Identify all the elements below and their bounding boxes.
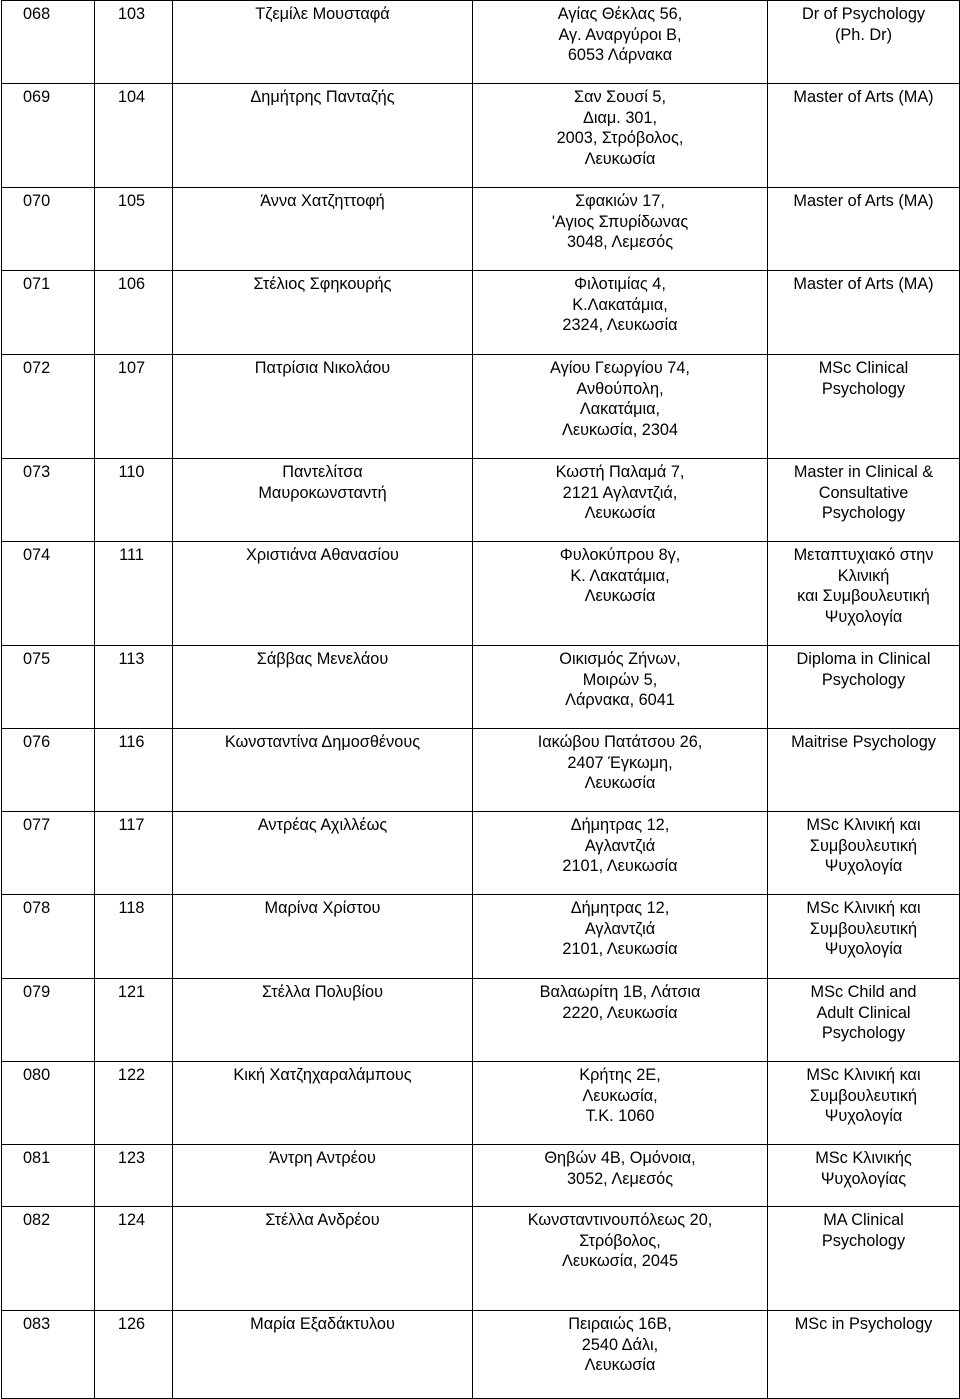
psychologist-name: Μαρία Εξαδάκτυλου (173, 1311, 473, 1399)
entry-number: 076 (2, 729, 95, 812)
address: Δήμητρας 12, Αγλαντζιά 2101, Λευκωσία (473, 812, 768, 895)
table-row (2, 1207, 960, 1311)
entry-number: 078 (2, 895, 95, 979)
entry-number: 072 (2, 355, 95, 459)
address: Δήμητρας 12, Αγλαντζιά 2101, Λευκωσία (473, 895, 768, 979)
registration-number: 106 (95, 271, 173, 355)
entry-number: 075 (2, 646, 95, 729)
table-row (2, 1311, 960, 1399)
registry-table (1, 0, 960, 1399)
entry-number: 081 (2, 1145, 95, 1207)
qualification: MSc Child and Adult Clinical Psychology (768, 979, 960, 1062)
table-row (2, 188, 960, 271)
qualification: MSc Κλινικής Ψυχολογίας (768, 1145, 960, 1207)
address: Βαλαωρίτη 1Β, Λάτσια 2220, Λευκωσία (473, 979, 768, 1062)
entry-number: 077 (2, 812, 95, 895)
registration-number: 124 (95, 1207, 173, 1311)
registration-number: 121 (95, 979, 173, 1062)
qualification: Master of Arts (MA) (768, 84, 960, 188)
registration-number: 105 (95, 188, 173, 271)
entry-number: 080 (2, 1062, 95, 1145)
psychologist-name: Δημήτρης Πανταζής (173, 84, 473, 188)
table-row (2, 1145, 960, 1207)
entry-number: 071 (2, 271, 95, 355)
address: Φυλοκύπρου 8γ, Κ. Λακατάμια, Λευκωσία (473, 542, 768, 646)
address: Οικισμός Ζήνων, Μοιρών 5, Λάρνακα, 6041 (473, 646, 768, 729)
registration-number: 116 (95, 729, 173, 812)
qualification: Μεταπτυχιακό στην Κλινική και Συμβουλευτική Ψυχολογία (768, 542, 960, 646)
table-row (2, 84, 960, 188)
registration-number: 103 (95, 1, 173, 84)
entry-number: 070 (2, 188, 95, 271)
registration-number: 123 (95, 1145, 173, 1207)
table-row (2, 355, 960, 459)
registration-number: 118 (95, 895, 173, 979)
psychologist-name: Τζεμίλε Μουσταφά (173, 1, 473, 84)
registration-number: 107 (95, 355, 173, 459)
qualification: Master of Arts (MA) (768, 271, 960, 355)
psychologist-name: Στέλιος Σφηκουρής (173, 271, 473, 355)
qualification: MSc in Psychology (768, 1311, 960, 1399)
qualification: Master of Arts (MA) (768, 188, 960, 271)
qualification: MA Clinical Psychology (768, 1207, 960, 1311)
table-row (2, 895, 960, 979)
psychologist-name: Κική Χατζηχαραλάμπους (173, 1062, 473, 1145)
qualification: Master in Clinical & Consultative Psychology (768, 459, 960, 542)
psychologist-name: Χριστιάνα Αθανασίου (173, 542, 473, 646)
psychologist-name: Στέλλα Πολυβίου (173, 979, 473, 1062)
qualification: MSc Κλινική και Συμβουλευτική Ψυχολογία (768, 812, 960, 895)
address: Θηβών 4Β, Ομόνοια, 3052, Λεμεσός (473, 1145, 768, 1207)
table-row (2, 459, 960, 542)
psychologist-name: Άννα Χατζηττοφή (173, 188, 473, 271)
registration-number: 126 (95, 1311, 173, 1399)
psychologist-name: Μαρίνα Χρίστου (173, 895, 473, 979)
table-row (2, 979, 960, 1062)
psychologist-name: Στέλλα Ανδρέου (173, 1207, 473, 1311)
entry-number: 082 (2, 1207, 95, 1311)
qualification: MSc Κλινική και Συμβουλευτική Ψυχολογία (768, 1062, 960, 1145)
entry-number: 079 (2, 979, 95, 1062)
table-row (2, 271, 960, 355)
registration-number: 104 (95, 84, 173, 188)
address: Φιλοτιμίας 4, Κ.Λακατάμια, 2324, Λευκωσία (473, 271, 768, 355)
address: Κρήτης 2Ε, Λευκωσία, Τ.Κ. 1060 (473, 1062, 768, 1145)
entry-number: 073 (2, 459, 95, 542)
qualification: MSc Clinical Psychology (768, 355, 960, 459)
address: Αγίας Θέκλας 56, Αγ. Αναργύροι Β, 6053 Λάρνακα (473, 1, 768, 84)
table-row (2, 1062, 960, 1145)
psychologist-name: Άντρη Αντρέου (173, 1145, 473, 1207)
address: Σφακιών 17, 'Αγιος Σπυρίδωνας 3048, Λεμεσός (473, 188, 768, 271)
table-row (2, 812, 960, 895)
address: Κωνσταντινουπόλεως 20, Στρόβολος, Λευκωσία, 2045 (473, 1207, 768, 1311)
address: Αγίου Γεωργίου 74, Ανθούπολη, Λακατάμια, Λευκωσία, 2304 (473, 355, 768, 459)
registration-number: 113 (95, 646, 173, 729)
psychologist-name: Κωνσταντίνα Δημοσθένους (173, 729, 473, 812)
address: Σαν Σουσί 5, Διαμ. 301, 2003, Στρόβολος, Λευκωσία (473, 84, 768, 188)
psychologist-name: Σάββας Μενελάου (173, 646, 473, 729)
psychologist-name: Παντελίτσα Μαυροκωνσταντή (173, 459, 473, 542)
address: Πειραιώς 16Β, 2540 Δάλι, Λευκωσία (473, 1311, 768, 1399)
registration-number: 122 (95, 1062, 173, 1145)
registration-number: 117 (95, 812, 173, 895)
address: Κωστή Παλαμά 7, 2121 Αγλαντζιά, Λευκωσία (473, 459, 768, 542)
qualification: MSc Κλινική και Συμβουλευτική Ψυχολογία (768, 895, 960, 979)
psychologist-name: Πατρίσια Νικολάου (173, 355, 473, 459)
qualification: Dr of Psychology (Ph. Dr) (768, 1, 960, 84)
entry-number: 069 (2, 84, 95, 188)
psychologist-name: Αντρέας Αχιλλέως (173, 812, 473, 895)
entry-number: 068 (2, 1, 95, 84)
entry-number: 074 (2, 542, 95, 646)
table-row (2, 542, 960, 646)
table-row (2, 729, 960, 812)
table-row (2, 1, 960, 84)
entry-number: 083 (2, 1311, 95, 1399)
table-row (2, 646, 960, 729)
registration-number: 111 (95, 542, 173, 646)
qualification: Maitrise Psychology (768, 729, 960, 812)
qualification: Diploma in Clinical Psychology (768, 646, 960, 729)
address: Ιακώβου Πατάτσου 26, 2407 Έγκωμη, Λευκωσία (473, 729, 768, 812)
registration-number: 110 (95, 459, 173, 542)
